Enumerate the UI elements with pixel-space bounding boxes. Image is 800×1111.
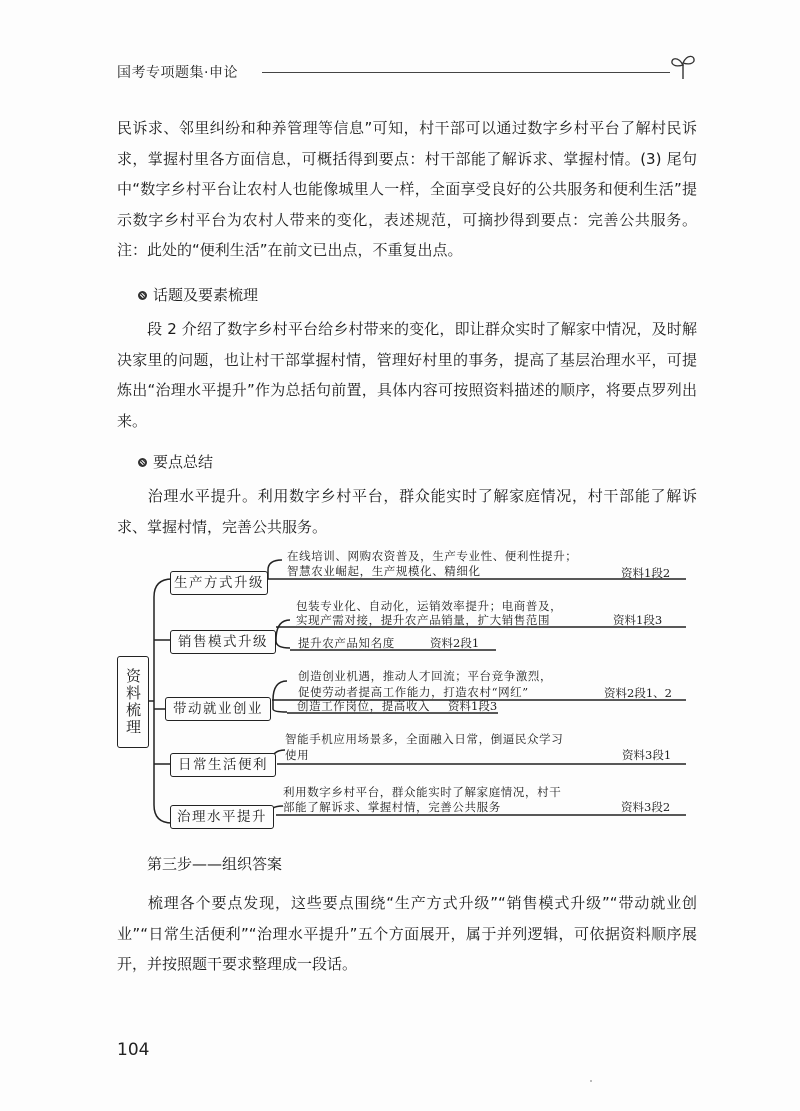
section-heading-topic [138,284,258,306]
bullet-icon [138,291,147,300]
page-number: 104 [117,1040,150,1060]
source-label: 资料1段3 [448,699,498,713]
paragraph-summary: 治理水平提升。利用数字乡村平台，群众能实时了解家庭情况，村干部能了解诉求、掌握村情，完善公共服务。 [117,487,697,536]
source-label: 资料2段1 [430,636,480,650]
category-node: 生产方式升级 [170,571,268,595]
branch-text: 利用数字乡村平台，群众能实时了解家庭情况，村干 [283,785,562,799]
branch-text: 包装专业化、自动化，运销效率提升；电商普及， [296,599,563,613]
branch-text: 促使劳动者提高工作能力，打造农村“网红” [298,685,529,699]
section-heading-summary-text: 要点总结 [153,453,214,471]
branch-text: 提升农产品知名度 [298,636,395,650]
branch-text: 创造创业机遇，推动人才回流；平台竞争激烈， [298,669,553,683]
source-label: 资料3段1 [622,748,672,762]
source-label: 资料1段2 [621,566,671,580]
category-node: 销售模式升级 [170,630,276,654]
step-heading: 第三步——组织答案 [147,855,283,873]
running-header-title: 国考专项题集·申论 [117,65,238,81]
sprout-icon [668,52,698,80]
scan-speck [590,1080,592,1082]
branch-text: 智能手机应用场景多，全面融入日常，倒逼民众学习 [285,732,564,746]
paragraph-analysis-continued: 民诉求、邻里纠纷和种养管理等信息”可知，村干部可以通过数字乡村平台了解村民诉求，掌握村里各方面信息，可概括得到要点：村干部能了解诉求、掌握村情。(3) 尾句中“数字乡村平台让农村人也能像城里人一样，全面享受良好的公共服务和便利生活”提示数字乡村平台为农村人带来的变化，表述规范，可摘抄得到要点：完善公共服务。注：此处的“便利生活”在前文已出点，不重复出点。 [117,119,697,259]
paragraph-organize-answer: 梳理各个要点发现，这些要点围绕“生产方式升级”“销售模式升级”“带动就业创业”“日常生活便利”“治理水平提升”五个方面展开，属于并列逻辑，可依据资料顺序展开，并按照题干要求整理成一段话。 [117,894,697,973]
branch-text: 创造工作岗位，提高收入 [297,699,431,713]
source-label: 资料1段3 [613,613,663,627]
source-label: 资料2段1、2 [604,686,672,700]
header-rule [262,72,670,73]
bullet-icon [138,458,147,467]
branch-text: 智慧农业崛起，生产规模化、精细化 [287,564,481,578]
section-heading-topic-text: 话题及要素梳理 [153,286,259,304]
category-node: 治理水平提升 [170,805,274,829]
section-heading-summary [138,451,213,473]
paragraph-topic-analysis: 段 2 介绍了数字乡村平台给乡村带来的变化，即让群众实时了解家中情况，及时解决家里的问题，也让村干部掌握村情，管理好村里的事务，提高了基层治理水平，可提炼出“治理水平提升”作为总括句前置，具体内容可按照资料描述的顺序，将要点罗列出来。 [117,320,697,430]
branch-text: 在线培训、网购农资普及，生产专业性、便利性提升； [287,549,578,563]
category-node: 带动就业创业 [165,697,271,721]
branch-text: 部能了解诉求、掌握村情，完善公共服务 [283,800,501,814]
category-node: 日常生活便利 [170,753,276,777]
diagram-root-node: 资料梳理 [117,656,149,748]
branch-text: 实现产需对接，提升农产品销量，扩大销售范围 [296,613,551,627]
source-label: 资料3段2 [621,800,671,814]
branch-text: 使用 [285,748,310,762]
